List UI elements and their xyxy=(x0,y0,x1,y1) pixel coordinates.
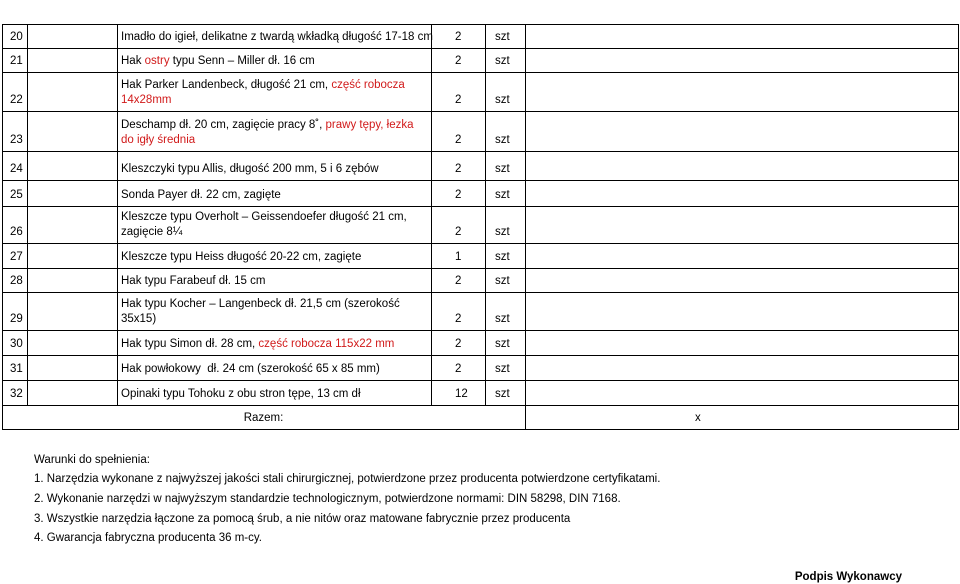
table-rule xyxy=(525,24,526,405)
row-number-text: 26 xyxy=(10,226,23,238)
item-quantity xyxy=(455,48,461,72)
item-unit xyxy=(495,268,510,292)
condition-item: 4. Gwarancja fabryczna producenta 36 m-cy. xyxy=(34,532,262,544)
item-unit xyxy=(495,243,510,268)
signature-label: Podpis Wykonawcy xyxy=(794,571,902,583)
item-unit xyxy=(495,206,510,243)
item-unit xyxy=(495,330,510,355)
item-unit-text: szt xyxy=(495,338,510,350)
row-number-text: 25 xyxy=(10,189,23,201)
item-quantity-text: 2 xyxy=(455,338,462,350)
item-description xyxy=(121,380,361,405)
row-number xyxy=(10,206,23,243)
table-rule xyxy=(958,405,959,429)
item-description-text: Hak typu Farabeuf dł. 15 cm xyxy=(121,275,266,287)
conditions-title: Warunki do spełnienia: xyxy=(34,454,150,466)
item-quantity xyxy=(455,380,468,405)
total-label-text: Razem: xyxy=(243,412,284,424)
item-description-text: Opinaki typu Tohoku z obu stron tępe, 13 cm dł xyxy=(121,388,361,400)
item-description-text: Hak typu Kocher – Langenbeck dł. 21,5 cm (szerokość 35x15) xyxy=(121,298,400,325)
row-number-text: 29 xyxy=(10,313,23,325)
table-rule xyxy=(485,24,486,405)
total-value xyxy=(695,405,701,429)
item-quantity-text: 1 xyxy=(455,251,462,263)
item-description xyxy=(121,48,315,72)
table-rule xyxy=(2,24,3,405)
item-unit-text: szt xyxy=(495,163,510,175)
item-description-text: Imadło do igieł, delikatne z twardą wkładką długość 17-18 cm xyxy=(121,31,433,43)
row-number-text: 30 xyxy=(10,338,23,350)
item-unit xyxy=(495,355,510,380)
item-description xyxy=(121,268,265,292)
item-description-text: Hak Parker Landenbeck, długość 21 cm, część robocza 14x28mm xyxy=(121,79,405,106)
item-description-text: Hak ostry typu Senn – Miller dł. 16 cm xyxy=(121,55,315,67)
row-number-text: 27 xyxy=(10,251,23,263)
row-number-text: 24 xyxy=(10,163,23,175)
item-unit xyxy=(495,48,510,72)
condition-item: 2. Wykonanie narzędzi w najwyższym standardzie technologicznym, potwierdzone normami: DIN 58298, DIN 7168. xyxy=(34,493,621,505)
item-quantity xyxy=(455,72,461,111)
item-unit-text: szt xyxy=(495,55,510,67)
item-description xyxy=(121,24,433,48)
item-unit xyxy=(495,111,510,151)
row-number xyxy=(10,292,23,330)
item-quantity-text: 2 xyxy=(455,363,462,375)
item-unit-text: szt xyxy=(495,134,510,146)
item-quantity xyxy=(455,151,461,180)
item-quantity-text: 2 xyxy=(455,55,462,67)
item-description-text: Hak typu Simon dł. 28 cm, część robocza 115x22 mm xyxy=(121,338,395,350)
item-unit-text: szt xyxy=(495,189,510,201)
item-quantity-text: 2 xyxy=(455,313,462,325)
row-number xyxy=(10,380,23,405)
item-description-text: Deschamp dł. 20 cm, zagięcie pracy 8˚, prawy tępy, łezka do igły średnia xyxy=(121,119,414,146)
item-description xyxy=(121,72,405,111)
row-number-text: 28 xyxy=(10,275,23,287)
item-quantity xyxy=(455,268,461,292)
item-quantity xyxy=(455,24,461,48)
item-quantity xyxy=(455,243,461,268)
row-number xyxy=(10,243,23,268)
item-unit xyxy=(495,24,510,48)
item-description-text: Kleszcze typu Heiss długość 20-22 cm, zagięte xyxy=(121,251,362,263)
item-description-text: Kleszcze typu Overholt – Geissendoefer długość 21 cm, zagięcie 8¼ xyxy=(121,211,407,238)
table-rule xyxy=(525,405,526,429)
row-number-text: 32 xyxy=(10,388,23,400)
row-number xyxy=(10,48,23,72)
item-quantity xyxy=(455,206,461,243)
item-description-text: Sonda Payer dł. 22 cm, zagięte xyxy=(121,189,281,201)
item-description-text: Hak powłokowy dł. 24 cm (szerokość 65 x 85 mm) xyxy=(121,363,380,375)
condition-item: 3. Wszystkie narzędzia łączone za pomocą śrub, a nie nitów oraz matowane fabrycznie przez producenta xyxy=(34,513,571,525)
table-rule xyxy=(117,24,118,405)
item-quantity-text: 2 xyxy=(455,163,462,175)
item-quantity-text: 12 xyxy=(455,388,468,400)
item-description xyxy=(121,330,394,355)
item-unit-text: szt xyxy=(495,94,510,106)
item-quantity xyxy=(455,292,461,330)
row-number xyxy=(10,330,23,355)
item-unit-text: szt xyxy=(495,226,510,238)
item-description xyxy=(121,292,400,330)
item-unit-text: szt xyxy=(495,388,510,400)
condition-item: 1. Narzędzia wykonane z najwyższej jakości stali chirurgicznej, potwierdzone przez producenta potwierdzone certyfikatami. xyxy=(34,473,661,485)
item-unit-text: szt xyxy=(495,275,510,287)
item-unit xyxy=(495,180,510,206)
item-description xyxy=(121,111,414,151)
table-rule xyxy=(27,24,28,405)
item-description xyxy=(121,151,379,180)
item-unit-text: szt xyxy=(495,251,510,263)
item-description xyxy=(121,180,281,206)
item-description-text: Kleszczyki typu Allis, długość 200 mm, 5 i 6 zębów xyxy=(121,163,379,175)
table-rule xyxy=(431,24,432,405)
total-value-text: x xyxy=(695,412,701,424)
row-number-text: 31 xyxy=(10,363,23,375)
item-quantity-text: 2 xyxy=(455,226,462,238)
row-number-text: 22 xyxy=(10,94,23,106)
row-number xyxy=(10,268,23,292)
row-number xyxy=(10,355,23,380)
item-unit xyxy=(495,380,510,405)
item-quantity-text: 2 xyxy=(455,31,462,43)
row-number-text: 20 xyxy=(10,31,23,43)
row-number xyxy=(10,180,23,206)
item-unit-text: szt xyxy=(495,313,510,325)
row-number-text: 23 xyxy=(10,134,23,146)
item-unit-text: szt xyxy=(495,363,510,375)
item-quantity-text: 2 xyxy=(455,275,462,287)
item-quantity-text: 2 xyxy=(455,134,462,146)
row-number xyxy=(10,151,23,180)
total-label xyxy=(2,405,525,429)
item-unit xyxy=(495,72,510,111)
item-quantity-text: 2 xyxy=(455,94,462,106)
item-description xyxy=(121,206,407,243)
item-quantity xyxy=(455,180,461,206)
item-quantity xyxy=(455,330,461,355)
item-unit xyxy=(495,292,510,330)
row-number xyxy=(10,111,23,151)
row-number-text: 21 xyxy=(10,55,23,67)
item-quantity-text: 2 xyxy=(455,189,462,201)
item-description xyxy=(121,355,380,380)
item-unit-text: szt xyxy=(495,31,510,43)
row-number xyxy=(10,24,23,48)
item-description xyxy=(121,243,361,268)
table-rule xyxy=(2,429,959,430)
row-number xyxy=(10,72,23,111)
item-quantity xyxy=(455,111,461,151)
table-rule xyxy=(958,24,959,405)
item-unit xyxy=(495,151,510,180)
item-quantity xyxy=(455,355,461,380)
